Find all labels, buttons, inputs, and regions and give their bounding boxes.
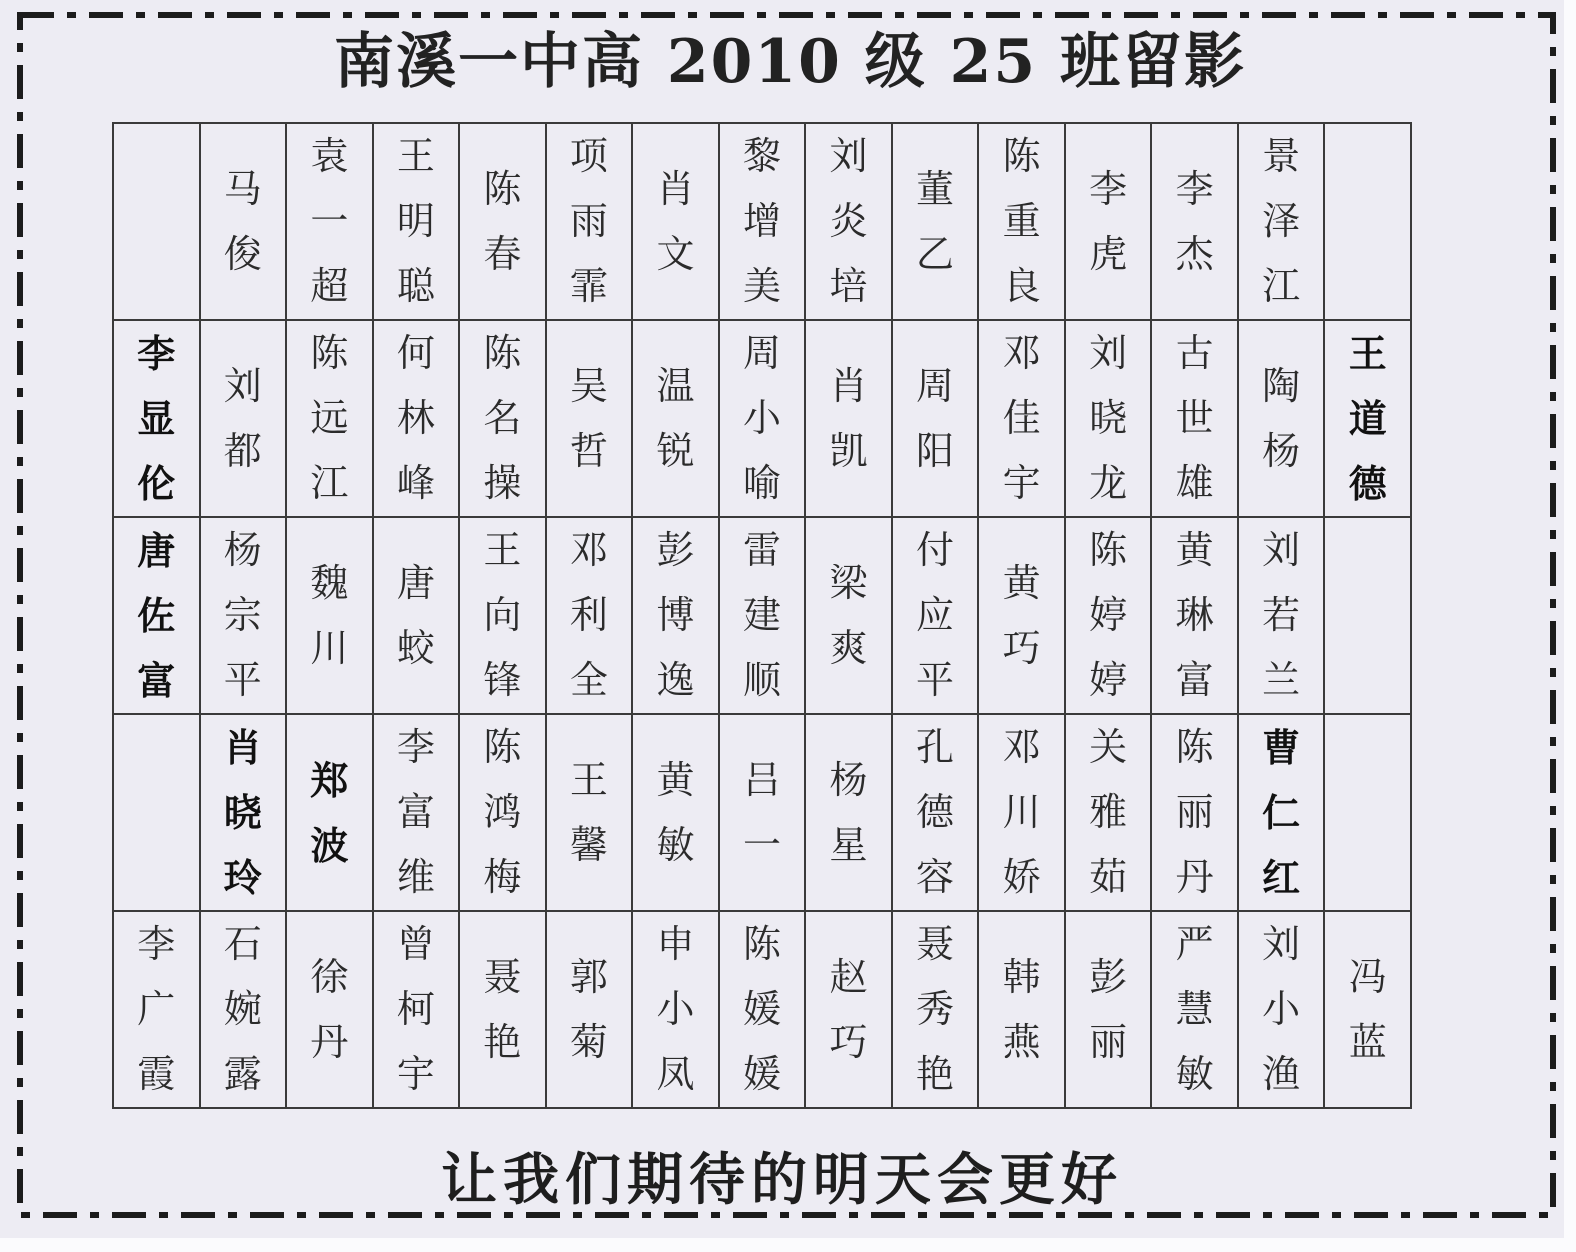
roster-row [113, 320, 1411, 517]
student-name: 肖晓玲 [223, 725, 262, 900]
name-cell [1065, 123, 1152, 320]
student-name: 陈远江 [310, 331, 349, 505]
student-name: 陈名操 [483, 331, 522, 505]
student-name: 李富维 [396, 725, 435, 899]
roster-table [112, 122, 1412, 1109]
student-name: 关雅茹 [1089, 725, 1128, 899]
student-name: 马俊 [223, 166, 262, 276]
student-name: 杨宗平 [223, 528, 262, 702]
name-cell [286, 320, 373, 517]
name-cell [373, 320, 460, 517]
name-cell [459, 911, 546, 1108]
roster-row [113, 714, 1411, 911]
name-cell [1151, 123, 1238, 320]
name-cell [459, 714, 546, 911]
roster-row [113, 123, 1411, 320]
name-cell [373, 911, 460, 1108]
name-cell [805, 320, 892, 517]
name-cell [719, 517, 806, 714]
name-cell [459, 123, 546, 320]
student-name: 徐丹 [310, 954, 349, 1064]
name-cell [632, 320, 719, 517]
name-cell [1151, 320, 1238, 517]
name-cell [719, 911, 806, 1108]
document-title: 南溪一中高 2010 级 25 班留影 [333, 27, 1247, 97]
name-cell [286, 911, 373, 1108]
closing-slogan: 让我们期待的明天会更好 [441, 1147, 1123, 1213]
student-name: 吴哲 [569, 363, 608, 473]
student-name: 陈春 [483, 166, 522, 276]
name-cell [892, 517, 979, 714]
student-name: 王向锋 [483, 528, 522, 702]
name-cell [546, 320, 633, 517]
name-cell [1238, 123, 1325, 320]
name-cell [1151, 714, 1238, 911]
student-name: 王明聪 [396, 134, 435, 308]
empty-cell [1324, 714, 1411, 911]
name-cell [113, 517, 200, 714]
student-name: 陈丽丹 [1175, 725, 1214, 899]
name-cell [546, 123, 633, 320]
student-name: 聂艳 [483, 954, 522, 1064]
name-cell [1324, 320, 1411, 517]
empty-cell [1324, 517, 1411, 714]
student-name: 彭丽 [1089, 954, 1128, 1064]
name-cell [632, 517, 719, 714]
name-cell [200, 517, 287, 714]
name-cell [632, 123, 719, 320]
student-name: 陈婷婷 [1089, 528, 1128, 702]
name-cell [373, 714, 460, 911]
student-name: 黎增美 [742, 134, 781, 308]
student-name: 陈媛媛 [742, 922, 781, 1096]
name-cell [200, 123, 287, 320]
student-name: 古世雄 [1175, 331, 1214, 505]
student-name: 陈重良 [1002, 134, 1041, 308]
student-name: 何林峰 [396, 331, 435, 505]
student-name: 郭菊 [569, 954, 608, 1064]
student-name: 李广霞 [137, 922, 176, 1096]
student-name: 刘晓龙 [1089, 331, 1128, 505]
student-name: 申小凤 [656, 922, 695, 1096]
student-name: 唐佐富 [137, 528, 176, 703]
name-cell [632, 911, 719, 1108]
student-name: 周阳 [916, 363, 955, 473]
name-cell [1238, 320, 1325, 517]
name-cell [978, 320, 1065, 517]
name-cell [1324, 911, 1411, 1108]
student-name: 李显伦 [137, 331, 176, 506]
student-name: 聂秀艳 [916, 922, 955, 1096]
name-cell [892, 911, 979, 1108]
name-cell [978, 123, 1065, 320]
student-name: 袁一超 [310, 134, 349, 308]
student-name: 肖文 [656, 166, 695, 276]
student-name: 董乙 [916, 166, 955, 276]
student-name: 陶杨 [1262, 363, 1301, 473]
name-cell [546, 517, 633, 714]
student-name: 付应平 [916, 528, 955, 702]
name-cell [805, 911, 892, 1108]
empty-cell [113, 714, 200, 911]
name-cell [459, 320, 546, 517]
empty-cell [113, 123, 200, 320]
name-cell [200, 714, 287, 911]
student-name: 杨星 [829, 757, 868, 867]
roster-body [113, 123, 1411, 1108]
name-cell [978, 714, 1065, 911]
name-cell [719, 123, 806, 320]
student-name: 雷建顺 [742, 528, 781, 702]
name-cell [892, 123, 979, 320]
name-cell [1065, 714, 1152, 911]
student-name: 王馨 [569, 757, 608, 867]
name-cell [459, 517, 546, 714]
student-name: 李杰 [1175, 166, 1214, 276]
name-cell [719, 320, 806, 517]
name-cell [805, 517, 892, 714]
roster-row [113, 517, 1411, 714]
name-cell [373, 517, 460, 714]
name-cell [1238, 517, 1325, 714]
student-name: 赵巧 [829, 954, 868, 1064]
student-name: 彭博逸 [656, 528, 695, 702]
student-name: 刘都 [223, 363, 262, 473]
name-cell [113, 320, 200, 517]
name-cell [1238, 714, 1325, 911]
student-name: 刘若兰 [1262, 528, 1301, 702]
student-name: 梁爽 [829, 560, 868, 670]
name-cell [200, 320, 287, 517]
student-name: 魏川 [310, 560, 349, 670]
student-name: 刘炎培 [829, 134, 868, 308]
name-cell [200, 911, 287, 1108]
name-cell [1151, 517, 1238, 714]
name-cell [719, 714, 806, 911]
name-cell [805, 123, 892, 320]
name-cell [286, 714, 373, 911]
name-cell [546, 714, 633, 911]
name-cell [1065, 517, 1152, 714]
student-name: 郑波 [310, 757, 349, 868]
student-name: 李虎 [1089, 166, 1128, 276]
student-name: 黄巧 [1002, 560, 1041, 670]
roster-row [113, 911, 1411, 1108]
student-name: 曹仁红 [1262, 725, 1301, 900]
student-name: 冯蓝 [1348, 954, 1387, 1064]
student-name: 陈鸿梅 [483, 725, 522, 899]
name-cell [286, 517, 373, 714]
name-cell [1151, 911, 1238, 1108]
student-name: 孔德容 [916, 725, 955, 899]
student-name: 韩燕 [1002, 954, 1041, 1064]
student-name: 唐蛟 [396, 560, 435, 670]
name-cell [978, 911, 1065, 1108]
student-name: 肖凯 [829, 363, 868, 473]
name-cell [805, 714, 892, 911]
student-name: 邓佳宇 [1002, 331, 1041, 505]
student-name: 吕一 [742, 757, 781, 867]
student-name: 景泽江 [1262, 134, 1301, 308]
name-cell [892, 714, 979, 911]
student-name: 严慧敏 [1175, 922, 1214, 1096]
student-name: 项雨霏 [569, 134, 608, 308]
name-cell [286, 123, 373, 320]
student-name: 邓利全 [569, 528, 608, 702]
student-name: 王道德 [1348, 331, 1387, 506]
student-name: 曾柯宇 [396, 922, 435, 1096]
empty-cell [1324, 123, 1411, 320]
student-name: 石婉露 [223, 922, 262, 1096]
student-name: 黄敏 [656, 757, 695, 867]
name-cell [632, 714, 719, 911]
student-name: 黄琳富 [1175, 528, 1214, 702]
name-cell [1238, 911, 1325, 1108]
name-cell [373, 123, 460, 320]
name-cell [1065, 911, 1152, 1108]
student-name: 邓川娇 [1002, 725, 1041, 899]
student-name: 温锐 [656, 363, 695, 473]
name-cell [546, 911, 633, 1108]
student-name: 刘小渔 [1262, 922, 1301, 1096]
student-name: 周小喻 [742, 331, 781, 505]
name-cell [113, 911, 200, 1108]
name-cell [1065, 320, 1152, 517]
name-cell [892, 320, 979, 517]
name-cell [978, 517, 1065, 714]
